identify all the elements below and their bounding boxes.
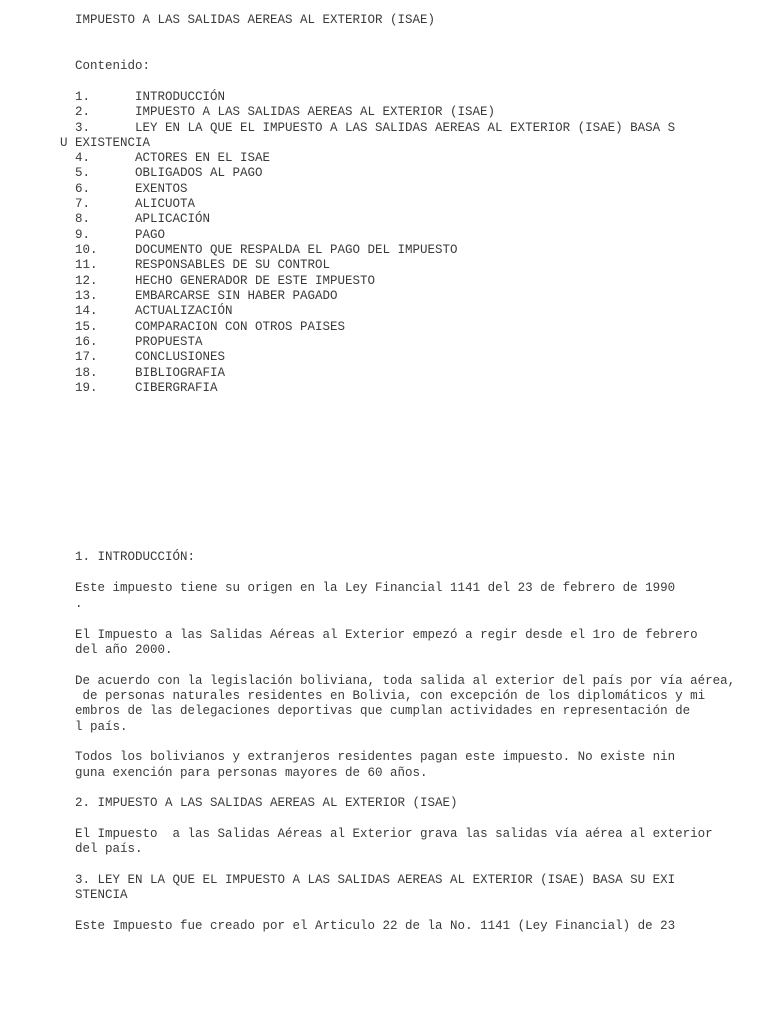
paragraph-line: del país.	[75, 842, 143, 856]
toc-number: 11.	[75, 258, 98, 272]
toc-label: PROPUESTA	[135, 335, 203, 349]
toc-number: 2.	[75, 105, 91, 119]
paragraph-line: de personas naturales residentes en Bolivia, con excepción de los diplomáticos y mi	[75, 689, 706, 703]
toc-label-continuation: U EXISTENCIA	[60, 136, 151, 150]
toc-label: EMBARCARSE SIN HABER PAGADO	[135, 289, 338, 303]
toc-label: LEY EN LA QUE EL IMPUESTO A LAS SALIDAS AEREAS AL EXTERIOR (ISAE) BASA S	[135, 121, 676, 135]
toc-label: ACTORES EN EL ISAE	[135, 151, 271, 165]
section-heading: 2. IMPUESTO A LAS SALIDAS AEREAS AL EXTERIOR (ISAE)	[75, 796, 458, 810]
toc-number: 10.	[75, 243, 98, 257]
toc-label: BIBLIOGRAFIA	[135, 366, 226, 380]
toc-number: 5.	[75, 166, 91, 180]
toc-number: 13.	[75, 289, 98, 303]
paragraph-line: del año 2000.	[75, 643, 173, 657]
toc-label: OBLIGADOS AL PAGO	[135, 166, 263, 180]
toc-number: 18.	[75, 366, 98, 380]
toc-label: RESPONSABLES DE SU CONTROL	[135, 258, 331, 272]
section-heading-line: STENCIA	[75, 888, 128, 902]
contents-heading: Contenido:	[75, 59, 151, 73]
section-heading-line: 3. LEY EN LA QUE EL IMPUESTO A LAS SALIDAS AEREAS AL EXTERIOR (ISAE) BASA SU EXI	[75, 873, 676, 887]
paragraph-line: Todos los bolivianos y extranjeros residentes pagan este impuesto. No existe nin	[75, 750, 676, 764]
toc-number: 9.	[75, 228, 91, 242]
toc-label: INTRODUCCIÓN	[135, 90, 226, 104]
paragraph-line: El Impuesto a las Salidas Aéreas al Exterior grava las salidas vía aérea al exterior	[75, 827, 713, 841]
toc-label: PAGO	[135, 228, 166, 242]
paragraph-line: .	[75, 597, 83, 611]
toc-number: 17.	[75, 350, 98, 364]
toc-label: HECHO GENERADOR DE ESTE IMPUESTO	[135, 274, 376, 288]
toc-number: 19.	[75, 381, 98, 395]
document-title: IMPUESTO A LAS SALIDAS AEREAS AL EXTERIOR (ISAE)	[75, 13, 436, 27]
paragraph-line: Este impuesto tiene su origen en la Ley Financial 1141 del 23 de febrero de 1990	[75, 581, 676, 595]
toc-number: 8.	[75, 212, 91, 226]
paragraph-line: El Impuesto a las Salidas Aéreas al Exterior empezó a regir desde el 1ro de febrero	[75, 628, 698, 642]
toc-number: 6.	[75, 182, 91, 196]
section-heading: 1. INTRODUCCIÓN:	[75, 550, 196, 564]
toc-label: CIBERGRAFIA	[135, 381, 218, 395]
paragraph-line: guna exención para personas mayores de 60 años.	[75, 766, 428, 780]
toc-label: COMPARACION CON OTROS PAISES	[135, 320, 346, 334]
paragraph-line: embros de las delegaciones deportivas que cumplan actividades en representación de	[75, 704, 691, 718]
toc-label: ALICUOTA	[135, 197, 196, 211]
paragraph-line: l país.	[75, 720, 128, 734]
paragraph-line: De acuerdo con la legislación boliviana, toda salida al exterior del país por vía aérea,	[75, 674, 736, 688]
toc-label: APLICACIÓN	[135, 212, 211, 226]
toc-label: DOCUMENTO QUE RESPALDA EL PAGO DEL IMPUESTO	[135, 243, 458, 257]
toc-number: 16.	[75, 335, 98, 349]
toc-number: 4.	[75, 151, 91, 165]
toc-label: EXENTOS	[135, 182, 188, 196]
toc-label: IMPUESTO A LAS SALIDAS AEREAS AL EXTERIOR (ISAE)	[135, 105, 496, 119]
toc-number: 7.	[75, 197, 91, 211]
toc-number: 15.	[75, 320, 98, 334]
toc-number: 14.	[75, 304, 98, 318]
toc-number: 1.	[75, 90, 91, 104]
toc-number: 3.	[75, 121, 91, 135]
toc-label: ACTUALIZACIÓN	[135, 304, 233, 318]
toc-number: 12.	[75, 274, 98, 288]
toc-label: CONCLUSIONES	[135, 350, 226, 364]
paragraph-line: Este Impuesto fue creado por el Articulo 22 de la No. 1141 (Ley Financial) de 23	[75, 919, 676, 933]
